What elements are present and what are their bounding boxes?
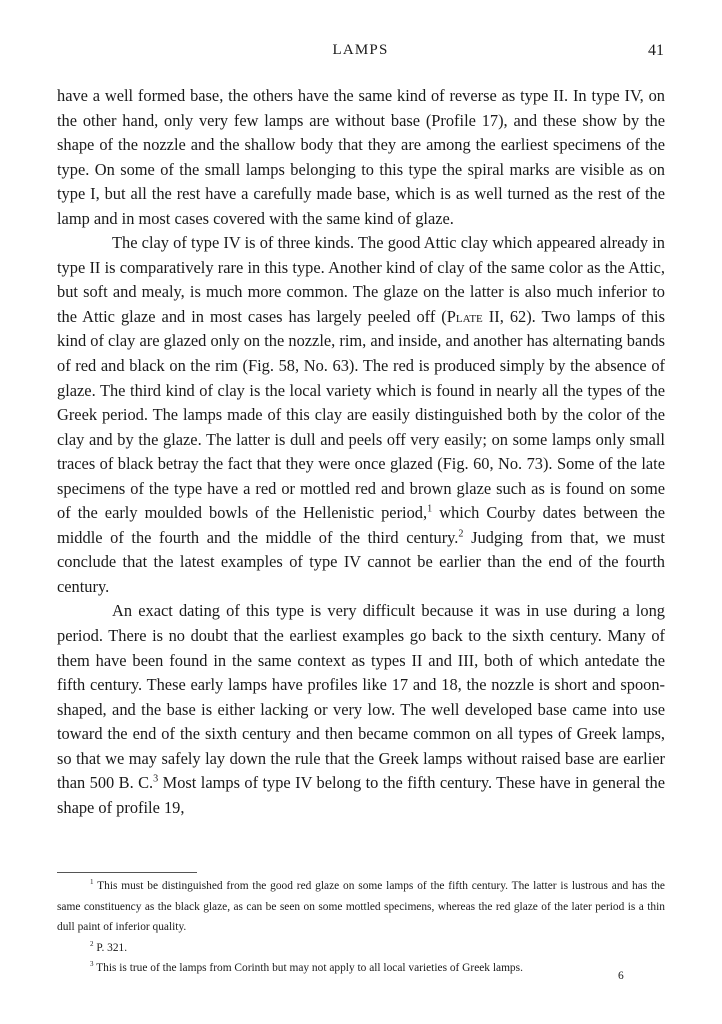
footnote-marker: 3: [90, 960, 94, 969]
footnotes: [57, 876, 665, 979]
paragraph-text: The clay of type IV is of three kinds. The good Attic clay which appeared already in type II is comparatively rare in this type. Another kind of clay of the same color as the Attic, but soft and mealy, is much more common. The glaze on the latter is also much inferior to the Attic glaze and in most cases has largely peeled off (: [57, 233, 665, 326]
footnote-text: P. 321.: [93, 941, 128, 954]
footnote-text: This must be distinguished from the good red glaze on some lamps of the fifth century. The latter is lustrous and has the same constituency as the black glaze, as can be seen on some mottled specimens, whereas the red glaze of the later period is a thin dull paint of inferior quality.: [57, 880, 665, 933]
paragraph: [57, 599, 665, 820]
paragraph-text: have a well formed base, the others have the same kind of reverse as type II. In type IV, on the other hand, only very few lamps are without base (Profile 17), and these show by the shape of the nozzle and the shallow body that they are among the earliest specimens of the type. On some of the small lamps belonging to this type the spiral marks are visible as on type I, but all the rest have a carefully made base, which is as well turned as the rest of the lamp and in most cases covered with the same kind of glaze.: [57, 86, 665, 228]
paragraph-text: An exact dating of this type is very difficult because it was in use during a long period. There is no doubt that the earliest examples go back to the sixth century. Many of them have been found in the same context as types II and III, both of which antedate the fifth century. These early lamps have profiles like 17 and 18, the nozzle is short and spoon-shaped, and the base is either lacking or very low. The well developed base came into use toward the end of the sixth century and then became common on all types of Greek lamps, so that we may safely lay down the rule that the Greek lamps without raised base are earlier than 500 B. C.: [57, 601, 665, 793]
page-header: [57, 42, 664, 64]
paragraph: [57, 84, 665, 231]
paragraph: [57, 231, 665, 599]
footnote: [57, 958, 665, 979]
footnote: [57, 876, 665, 938]
footnote-divider: [57, 872, 197, 873]
plate-reference: Plate: [446, 306, 483, 326]
body-text: [57, 84, 665, 820]
paragraph-text: which Courby dates between the middle of the fourth and the middle of the third century.: [57, 503, 666, 547]
footnote-marker: 2: [90, 939, 94, 948]
footnote-text: This is true of the lamps from Corinth but may not apply to all local varieties of Greek lamps.: [93, 962, 523, 974]
footnote-marker: 1: [90, 878, 94, 887]
footnote-ref: 1: [427, 503, 433, 515]
paragraph-text: Most lamps of type IV belong to the fifth century. These have in general the shape of profile 19,: [57, 773, 665, 817]
footnote: [57, 938, 665, 959]
paragraph-text: II, 62). Two lamps of this kind of clay are glazed only on the nozzle, rim, and inside, and another has alternating bands of red and black on the rim (Fig. 58, No. 63). The red is produced simply by the absence of glaze. The third kind of clay is the local variety which is found in nearly all the types of the Greek period. The lamps made of this clay are easily distinguished both by the color of the clay and by the glaze. The latter is dull and peels off very easily; on some lamps only small traces of black betray the fact that they were once glazed (Fig. 60, No. 73). Some of the late specimens of the type have a red or mottled red and brown glaze such as is found on some of the early moulded bowls of the Hellenistic period,: [57, 306, 665, 523]
footnote-ref: 2: [458, 528, 464, 540]
paragraph-text: Judging from that, we must conclude that the latest examples of type IV cannot be earlier than the end of the fourth century.: [57, 527, 665, 596]
running-title: LAMPS: [332, 42, 389, 58]
page-number: 41: [648, 42, 664, 59]
footnote-ref: 3: [153, 773, 159, 785]
signature-mark: 6: [618, 970, 624, 982]
